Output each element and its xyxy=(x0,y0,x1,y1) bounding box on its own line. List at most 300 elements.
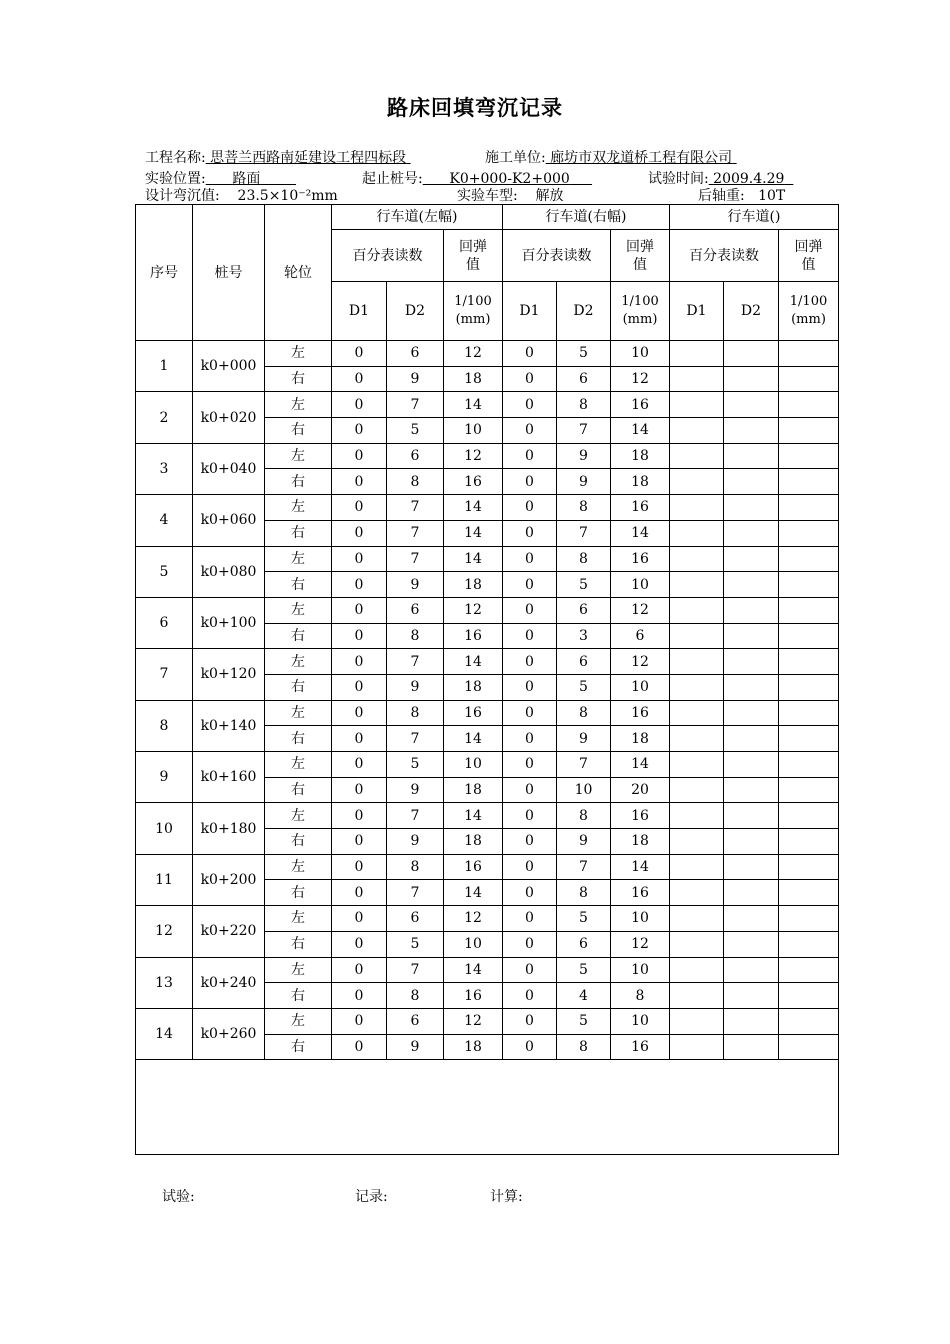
empty-cell xyxy=(670,520,724,546)
empty-cell xyxy=(670,392,724,418)
header-d2-left: D2 xyxy=(387,282,444,341)
empty-cell xyxy=(779,392,839,418)
empty-cell xyxy=(779,726,839,752)
empty-cell xyxy=(779,777,839,803)
value-cell: 12 xyxy=(444,906,503,932)
project-info xyxy=(145,150,411,166)
seq-cell: 1 xyxy=(136,341,193,392)
value-cell: 10 xyxy=(557,777,611,803)
empty-cell xyxy=(779,597,839,623)
value-cell: 0 xyxy=(503,366,557,392)
wheel-cell: 右 xyxy=(265,726,332,752)
value-cell: 0 xyxy=(503,829,557,855)
value-cell: 0 xyxy=(332,572,387,598)
value-cell: 18 xyxy=(444,366,503,392)
empty-cell xyxy=(724,495,779,521)
value-cell: 0 xyxy=(503,546,557,572)
value-cell: 7 xyxy=(387,726,444,752)
wheel-cell: 右 xyxy=(265,418,332,444)
value-cell: 5 xyxy=(387,752,444,778)
value-cell: 0 xyxy=(332,1034,387,1060)
value-cell: 4 xyxy=(557,983,611,1009)
value-cell: 5 xyxy=(557,957,611,983)
header-gauge-left: 百分表读数 xyxy=(332,230,444,282)
design-label: 设计弯沉值: xyxy=(145,188,220,204)
table-row xyxy=(136,700,839,726)
header-pile: 桩号 xyxy=(193,205,265,341)
value-cell: 14 xyxy=(444,520,503,546)
pile-cell: k0+260 xyxy=(193,1008,265,1059)
empty-cell xyxy=(724,1008,779,1034)
wheel-cell: 右 xyxy=(265,520,332,546)
page-title: 路床回填弯沉记录 xyxy=(387,95,563,120)
value-cell: 9 xyxy=(387,674,444,700)
value-cell: 14 xyxy=(444,803,503,829)
value-cell: 0 xyxy=(503,597,557,623)
value-cell: 7 xyxy=(387,392,444,418)
pile-cell: k0+020 xyxy=(193,392,265,443)
wheel-cell: 右 xyxy=(265,572,332,598)
value-cell: 9 xyxy=(387,572,444,598)
empty-cell xyxy=(670,623,724,649)
value-cell: 18 xyxy=(611,726,670,752)
empty-cell xyxy=(779,546,839,572)
header-wheel: 轮位 xyxy=(265,205,332,341)
value-cell: 16 xyxy=(611,700,670,726)
empty-cell xyxy=(779,649,839,675)
value-cell: 16 xyxy=(444,469,503,495)
wheel-cell: 左 xyxy=(265,649,332,675)
project-label: 工程名称: xyxy=(145,150,206,166)
value-cell: 16 xyxy=(611,546,670,572)
empty-cell xyxy=(724,572,779,598)
value-cell: 0 xyxy=(332,880,387,906)
value-cell: 16 xyxy=(611,880,670,906)
table-row xyxy=(136,443,839,469)
value-cell: 0 xyxy=(332,546,387,572)
value-cell: 0 xyxy=(503,649,557,675)
value-cell: 14 xyxy=(444,649,503,675)
value-cell: 8 xyxy=(557,700,611,726)
value-cell: 0 xyxy=(503,674,557,700)
empty-cell xyxy=(670,443,724,469)
value-cell: 0 xyxy=(503,443,557,469)
value-cell: 0 xyxy=(332,957,387,983)
wheel-cell: 左 xyxy=(265,495,332,521)
seq-cell: 6 xyxy=(136,597,193,648)
value-cell: 0 xyxy=(332,752,387,778)
pile-cell: k0+200 xyxy=(193,854,265,905)
header-d2-right: D2 xyxy=(557,282,611,341)
empty-cell xyxy=(724,880,779,906)
value-cell: 16 xyxy=(611,803,670,829)
empty-cell xyxy=(724,829,779,855)
value-cell: 0 xyxy=(503,983,557,1009)
value-cell: 7 xyxy=(387,495,444,521)
value-cell: 9 xyxy=(387,366,444,392)
value-cell: 0 xyxy=(332,983,387,1009)
empty-cell xyxy=(779,957,839,983)
empty-cell xyxy=(724,1034,779,1060)
value-cell: 7 xyxy=(557,752,611,778)
value-cell: 0 xyxy=(503,392,557,418)
table-row xyxy=(136,546,839,572)
wheel-cell: 左 xyxy=(265,803,332,829)
empty-cell xyxy=(670,983,724,1009)
empty-cell xyxy=(670,597,724,623)
header-unit-other: 1/100 (mm) xyxy=(779,282,839,341)
table-row xyxy=(136,597,839,623)
value-cell: 10 xyxy=(611,572,670,598)
header-d1-other: D1 xyxy=(670,282,724,341)
seq-cell: 7 xyxy=(136,649,193,700)
value-cell: 0 xyxy=(332,829,387,855)
value-cell: 5 xyxy=(557,1008,611,1034)
value-cell: 0 xyxy=(503,854,557,880)
value-cell: 5 xyxy=(557,906,611,932)
value-cell: 0 xyxy=(503,418,557,444)
empty-cell xyxy=(779,341,839,367)
pile-cell: k0+240 xyxy=(193,957,265,1008)
value-cell: 0 xyxy=(503,777,557,803)
value-cell: 12 xyxy=(444,341,503,367)
value-cell: 0 xyxy=(332,366,387,392)
wheel-cell: 右 xyxy=(265,931,332,957)
value-cell: 3 xyxy=(557,623,611,649)
seq-cell: 3 xyxy=(136,443,193,494)
value-cell: 0 xyxy=(503,623,557,649)
project-value: 思菩兰西路南延建设工程四标段 xyxy=(210,150,407,166)
value-cell: 0 xyxy=(332,341,387,367)
empty-cell xyxy=(779,1034,839,1060)
seq-cell: 5 xyxy=(136,546,193,597)
empty-cell xyxy=(779,983,839,1009)
contractor-value: 廊坊市双龙道桥工程有限公司 xyxy=(550,150,733,166)
value-cell: 9 xyxy=(387,777,444,803)
empty-cell xyxy=(670,649,724,675)
value-cell: 5 xyxy=(387,418,444,444)
value-cell: 0 xyxy=(503,1034,557,1060)
value-cell: 0 xyxy=(332,1008,387,1034)
value-cell: 8 xyxy=(557,1034,611,1060)
value-cell: 0 xyxy=(503,906,557,932)
pile-cell: k0+120 xyxy=(193,649,265,700)
axle-label: 后轴重: xyxy=(698,188,745,204)
wheel-cell: 右 xyxy=(265,623,332,649)
value-cell: 14 xyxy=(611,752,670,778)
value-cell: 8 xyxy=(557,546,611,572)
signature-test: 试验: xyxy=(162,1189,195,1205)
value-cell: 0 xyxy=(503,957,557,983)
empty-cell xyxy=(779,829,839,855)
value-cell: 12 xyxy=(611,931,670,957)
value-cell: 6 xyxy=(387,597,444,623)
value-cell: 14 xyxy=(444,546,503,572)
empty-cell xyxy=(670,854,724,880)
empty-cell xyxy=(724,957,779,983)
empty-cell xyxy=(724,520,779,546)
empty-cell xyxy=(779,880,839,906)
value-cell: 6 xyxy=(557,366,611,392)
wheel-cell: 左 xyxy=(265,752,332,778)
seq-cell: 4 xyxy=(136,495,193,546)
value-cell: 7 xyxy=(387,649,444,675)
value-cell: 8 xyxy=(387,469,444,495)
empty-cell xyxy=(724,803,779,829)
wheel-cell: 左 xyxy=(265,392,332,418)
vehicle-label: 实验车型: xyxy=(457,188,518,204)
value-cell: 0 xyxy=(503,752,557,778)
value-cell: 0 xyxy=(503,520,557,546)
value-cell: 18 xyxy=(444,829,503,855)
seq-cell: 14 xyxy=(136,1008,193,1059)
empty-cell xyxy=(670,674,724,700)
value-cell: 18 xyxy=(444,674,503,700)
value-cell: 9 xyxy=(557,469,611,495)
header-gauge-other: 百分表读数 xyxy=(670,230,779,282)
value-cell: 8 xyxy=(557,495,611,521)
value-cell: 0 xyxy=(503,700,557,726)
header-d1-right: D1 xyxy=(503,282,557,341)
table-row xyxy=(136,392,839,418)
value-cell: 0 xyxy=(332,443,387,469)
wheel-cell: 右 xyxy=(265,880,332,906)
signature-record: 记录: xyxy=(355,1189,388,1205)
value-cell: 14 xyxy=(444,495,503,521)
empty-cell xyxy=(670,777,724,803)
value-cell: 10 xyxy=(611,341,670,367)
vehicle-value: 解放 xyxy=(535,188,564,204)
value-cell: 7 xyxy=(387,803,444,829)
value-cell: 9 xyxy=(557,726,611,752)
seq-cell: 8 xyxy=(136,700,193,751)
value-cell: 16 xyxy=(444,700,503,726)
value-cell: 0 xyxy=(503,495,557,521)
value-cell: 18 xyxy=(611,829,670,855)
value-cell: 0 xyxy=(503,880,557,906)
table-row xyxy=(136,649,839,675)
value-cell: 0 xyxy=(503,1008,557,1034)
empty-cell xyxy=(779,572,839,598)
value-cell: 7 xyxy=(557,854,611,880)
value-cell: 0 xyxy=(503,469,557,495)
value-cell: 9 xyxy=(387,1034,444,1060)
value-cell: 0 xyxy=(332,392,387,418)
header-gauge-right: 百分表读数 xyxy=(503,230,611,282)
empty-cell xyxy=(670,572,724,598)
pile-cell: k0+140 xyxy=(193,700,265,751)
value-cell: 8 xyxy=(387,983,444,1009)
pile-cell: k0+000 xyxy=(193,341,265,392)
location-info xyxy=(145,171,296,187)
pile-cell: k0+160 xyxy=(193,752,265,803)
empty-cell xyxy=(724,418,779,444)
value-cell: 16 xyxy=(444,983,503,1009)
pile-cell: k0+040 xyxy=(193,443,265,494)
value-cell: 14 xyxy=(444,392,503,418)
empty-cell xyxy=(779,906,839,932)
empty-cell xyxy=(724,983,779,1009)
value-cell: 0 xyxy=(503,931,557,957)
wheel-cell: 左 xyxy=(265,854,332,880)
value-cell: 16 xyxy=(444,854,503,880)
table-row xyxy=(136,906,839,932)
value-cell: 5 xyxy=(557,341,611,367)
empty-cell xyxy=(724,700,779,726)
empty-cell xyxy=(724,392,779,418)
seq-cell: 2 xyxy=(136,392,193,443)
pile-cell: k0+080 xyxy=(193,546,265,597)
value-cell: 10 xyxy=(444,418,503,444)
value-cell: 8 xyxy=(387,854,444,880)
value-cell: 0 xyxy=(503,803,557,829)
value-cell: 10 xyxy=(444,752,503,778)
value-cell: 0 xyxy=(503,572,557,598)
value-cell: 7 xyxy=(387,957,444,983)
empty-cell xyxy=(724,674,779,700)
pile-cell: k0+180 xyxy=(193,803,265,854)
empty-cell xyxy=(779,674,839,700)
empty-cell xyxy=(724,623,779,649)
date-value: 2009.4.29 xyxy=(713,171,785,187)
value-cell: 0 xyxy=(332,931,387,957)
value-cell: 16 xyxy=(611,392,670,418)
table-row xyxy=(136,341,839,367)
empty-cell xyxy=(779,623,839,649)
value-cell: 0 xyxy=(332,803,387,829)
location-label: 实验位置: xyxy=(145,171,206,187)
value-cell: 0 xyxy=(332,623,387,649)
wheel-cell: 左 xyxy=(265,341,332,367)
design-info xyxy=(145,188,338,204)
empty-cell xyxy=(779,854,839,880)
value-cell: 7 xyxy=(557,520,611,546)
value-cell: 6 xyxy=(557,931,611,957)
value-cell: 12 xyxy=(611,597,670,623)
value-cell: 0 xyxy=(332,520,387,546)
value-cell: 10 xyxy=(611,674,670,700)
value-cell: 9 xyxy=(557,829,611,855)
value-cell: 20 xyxy=(611,777,670,803)
value-cell: 0 xyxy=(332,674,387,700)
value-cell: 14 xyxy=(611,854,670,880)
table-row xyxy=(136,854,839,880)
date-info xyxy=(648,171,793,187)
empty-cell xyxy=(670,803,724,829)
value-cell: 6 xyxy=(557,649,611,675)
value-cell: 0 xyxy=(332,418,387,444)
empty-cell xyxy=(724,854,779,880)
location-value: 路面 xyxy=(232,171,261,187)
empty-cell xyxy=(670,495,724,521)
table-row xyxy=(136,495,839,521)
value-cell: 14 xyxy=(444,726,503,752)
wheel-cell: 左 xyxy=(265,700,332,726)
remarks-area xyxy=(136,1060,839,1155)
value-cell: 12 xyxy=(444,597,503,623)
wheel-cell: 左 xyxy=(265,906,332,932)
value-cell: 10 xyxy=(611,906,670,932)
value-cell: 7 xyxy=(557,418,611,444)
station-label: 起止桩号: xyxy=(362,171,423,187)
empty-cell xyxy=(779,469,839,495)
empty-cell xyxy=(724,906,779,932)
value-cell: 7 xyxy=(387,546,444,572)
empty-cell xyxy=(724,469,779,495)
value-cell: 9 xyxy=(387,829,444,855)
empty-cell xyxy=(670,880,724,906)
value-cell: 5 xyxy=(387,931,444,957)
value-cell: 6 xyxy=(557,597,611,623)
design-value: 23.5×10⁻²mm xyxy=(237,188,338,204)
value-cell: 14 xyxy=(611,418,670,444)
station-info xyxy=(362,171,592,187)
empty-cell xyxy=(724,931,779,957)
wheel-cell: 左 xyxy=(265,546,332,572)
seq-cell: 11 xyxy=(136,854,193,905)
empty-cell xyxy=(670,469,724,495)
wheel-cell: 右 xyxy=(265,469,332,495)
empty-cell xyxy=(724,649,779,675)
header-d2-other: D2 xyxy=(724,282,779,341)
wheel-cell: 左 xyxy=(265,443,332,469)
value-cell: 10 xyxy=(611,957,670,983)
station-value: K0+000-K2+000 xyxy=(449,171,570,187)
empty-cell xyxy=(724,366,779,392)
value-cell: 14 xyxy=(444,880,503,906)
value-cell: 8 xyxy=(557,880,611,906)
wheel-cell: 左 xyxy=(265,957,332,983)
wheel-cell: 左 xyxy=(265,1008,332,1034)
value-cell: 10 xyxy=(444,931,503,957)
header-unit-left: 1/100 (mm) xyxy=(444,282,503,341)
header-rebound-right: 回弹 值 xyxy=(611,230,670,282)
header-lane-right: 行车道(右幅) xyxy=(503,205,670,230)
value-cell: 6 xyxy=(611,623,670,649)
header-d1-left: D1 xyxy=(332,282,387,341)
value-cell: 16 xyxy=(444,623,503,649)
empty-cell xyxy=(779,520,839,546)
value-cell: 0 xyxy=(332,906,387,932)
header-seq: 序号 xyxy=(136,205,193,341)
value-cell: 6 xyxy=(387,906,444,932)
empty-cell xyxy=(724,752,779,778)
value-cell: 0 xyxy=(332,726,387,752)
value-cell: 16 xyxy=(611,1034,670,1060)
empty-cell xyxy=(670,418,724,444)
empty-cell xyxy=(724,777,779,803)
value-cell: 5 xyxy=(557,572,611,598)
seq-cell: 13 xyxy=(136,957,193,1008)
value-cell: 16 xyxy=(611,495,670,521)
seq-cell: 9 xyxy=(136,752,193,803)
value-cell: 18 xyxy=(444,1034,503,1060)
axle-value: 10T xyxy=(758,188,786,204)
value-cell: 9 xyxy=(557,443,611,469)
empty-cell xyxy=(670,366,724,392)
value-cell: 0 xyxy=(332,854,387,880)
value-cell: 0 xyxy=(332,495,387,521)
value-cell: 18 xyxy=(444,777,503,803)
empty-cell xyxy=(724,443,779,469)
header-unit-right: 1/100 (mm) xyxy=(611,282,670,341)
empty-cell xyxy=(670,906,724,932)
table-row xyxy=(136,803,839,829)
value-cell: 14 xyxy=(611,520,670,546)
value-cell: 6 xyxy=(387,1008,444,1034)
empty-cell xyxy=(724,597,779,623)
empty-cell xyxy=(670,829,724,855)
